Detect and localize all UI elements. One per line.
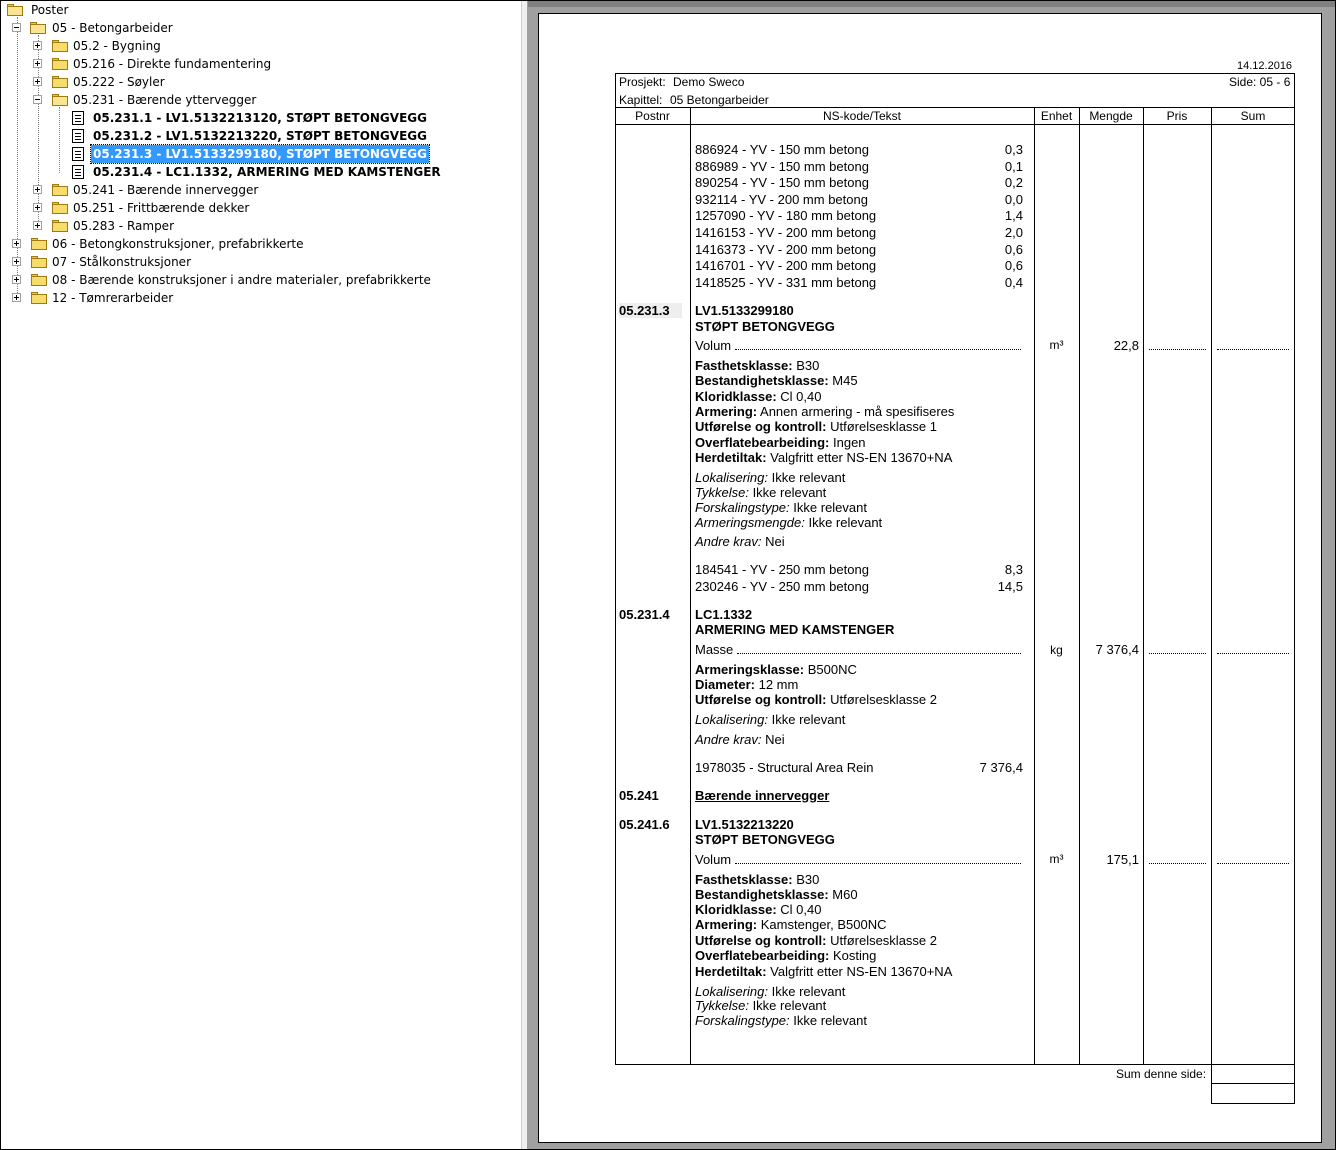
tree-label: 05 - Betongarbeider (52, 21, 173, 35)
open-folder-icon (30, 22, 46, 34)
post-qty: 175,1 (1106, 852, 1139, 867)
col-header-mengde: Mengde (1089, 109, 1133, 123)
page-sum-box (1211, 1064, 1295, 1084)
extra-line (695, 515, 882, 530)
line-item: 886924 - YV - 150 mm betong (695, 142, 869, 157)
extra-line (695, 998, 826, 1013)
text-fragment: Ikke relevant (793, 1013, 867, 1028)
text-fragment: Ikke relevant (752, 485, 827, 500)
text-fragment: Ingen (833, 435, 866, 450)
text-fragment: Valgfritt etter NS-EN 13670+NA (770, 450, 953, 465)
folder-icon (52, 220, 68, 232)
col-divider (1034, 107, 1035, 1065)
document-icon (72, 111, 84, 125)
text-fragment: Kloridklasse: (695, 902, 777, 917)
line-qty: 0,0 (1004, 192, 1023, 207)
text-fragment: Utførelsesklasse 1 (830, 419, 937, 434)
tree-label: 05.283 - Ramper (73, 219, 174, 233)
text-fragment: Valgfritt etter NS-EN 13670+NA (770, 964, 953, 979)
prop-line (695, 948, 876, 963)
folder-icon (52, 76, 68, 88)
post-number: 05.231.3 (619, 303, 682, 318)
tree-label: 08 - Bærende konstruksjoner i andre materialer, prefabrikkerte (52, 273, 431, 287)
folder-icon (52, 202, 68, 214)
project-name: Demo Sweco (673, 75, 745, 89)
col-header-postnr: Postnr (635, 109, 670, 123)
col-divider (1211, 107, 1212, 1065)
chapter-name: 05 Betongarbeider (670, 93, 769, 107)
text-fragment: M45 (832, 373, 858, 388)
line-qty: 0,6 (1004, 242, 1023, 257)
line-item: 230246 - YV - 250 mm betong (695, 579, 869, 594)
text-fragment: Utførelse og kontroll: (695, 419, 827, 434)
text-fragment: Annen armering - må spesifiseres (760, 404, 955, 419)
price-field (1149, 349, 1206, 350)
prop-line (695, 389, 821, 404)
poster-tree[interactable] (1, 1, 521, 1149)
text-fragment: Nei (765, 534, 785, 549)
text-fragment: Bestandighetsklasse: (695, 373, 829, 388)
prop-line (695, 902, 821, 917)
text-fragment: Ikke relevant (771, 712, 846, 727)
post-number: 05.241.6 (619, 817, 670, 832)
line-item: 890254 - YV - 150 mm betong (695, 175, 869, 190)
text-fragment: Andre krav: (695, 732, 762, 747)
post-number: 05.231.4 (619, 607, 670, 622)
expand-icon[interactable] (33, 77, 42, 86)
line-item: 1416373 - YV - 200 mm betong (695, 242, 877, 257)
text-fragment: Armeringsklasse: (695, 662, 805, 677)
post-unit: kg (1050, 643, 1063, 657)
line-qty: 8,3 (1004, 562, 1023, 577)
prop-line (695, 887, 858, 902)
expand-icon[interactable] (33, 59, 42, 68)
prop-line (695, 358, 819, 373)
document-icon (72, 147, 84, 161)
text-fragment: Ikke relevant (793, 500, 867, 515)
line-qty: 0,6 (1004, 258, 1023, 273)
text-fragment: Overflatebearbeiding: (695, 435, 830, 450)
folder-icon (31, 238, 47, 250)
line-item: 1257090 - YV - 180 mm betong (695, 208, 877, 223)
col-header-sum: Sum (1240, 109, 1266, 123)
text-fragment: Kosting (833, 948, 877, 963)
extra-line (695, 732, 785, 747)
text-fragment: Armering: (695, 917, 758, 932)
tree-label: 05.241 - Bærende innervegger (73, 183, 259, 197)
text-fragment: Kloridklasse: (695, 389, 777, 404)
dot-leader (735, 349, 1021, 350)
expand-icon[interactable] (12, 257, 21, 266)
post-code: LC1.1332 (695, 607, 753, 622)
extra-line (695, 712, 845, 727)
text-fragment: M60 (832, 887, 858, 902)
prop-line (695, 677, 798, 692)
text-fragment: Lokalisering: (695, 470, 768, 485)
sum-field (1217, 863, 1289, 864)
collapse-icon[interactable] (12, 23, 21, 32)
dot-leader (735, 863, 1021, 864)
line-qty: 0,4 (1004, 275, 1023, 290)
expand-icon[interactable] (33, 41, 42, 50)
extra-line (695, 1013, 867, 1028)
prop-line (695, 435, 866, 450)
tree-label: 05.231.1 - LV1.5132213120, STØPT BETONGVEGG (93, 111, 427, 125)
prop-line (695, 692, 937, 707)
text-fragment: Tykkelse: (695, 485, 749, 500)
prop-line (695, 872, 819, 887)
sum-field (1217, 653, 1289, 654)
section-number: 05.241 (619, 788, 659, 803)
expand-icon[interactable] (33, 185, 42, 194)
tree-label: Poster (31, 3, 69, 17)
text-fragment: Ikke relevant (808, 515, 883, 530)
prop-line (695, 662, 857, 677)
post-qty: 7 376,4 (1095, 642, 1139, 657)
text-fragment: Andre krav: (695, 534, 762, 549)
text-fragment: Forskalingstype: (695, 1013, 790, 1028)
post-code: LV1.5132213220 (695, 817, 794, 832)
tree-label: 05.231.2 - LV1.5132213220, STØPT BETONGVEGG (93, 129, 427, 143)
post-title: STØPT BETONGVEGG (695, 319, 835, 334)
text-fragment: Diameter: (695, 677, 755, 692)
line-qty: 0,1 (1004, 159, 1023, 174)
line-qty: 7 376,4 (979, 760, 1023, 775)
tree-label: 05.216 - Direkte fundamentering (73, 57, 272, 71)
prop-line (695, 933, 937, 948)
line-qty: 0,3 (1004, 142, 1023, 157)
line-item: 1978035 - Structural Area Rein (695, 760, 874, 775)
expand-icon[interactable] (12, 293, 21, 302)
prop-line (695, 404, 954, 419)
prop-line (695, 964, 952, 979)
tree-label: 05.231.4 - LC1.1332, ARMERING MED KAMSTENGER (93, 165, 441, 179)
extra-line (695, 470, 845, 485)
page-sum-box-2 (1211, 1083, 1295, 1104)
text-fragment: 12 mm (758, 677, 799, 692)
page-number: Side: 05 - 6 (1229, 75, 1291, 89)
report-date: 14.12.2016 (1237, 60, 1293, 72)
text-fragment: B30 (796, 872, 820, 887)
sum-field (1217, 349, 1289, 350)
panel-splitter[interactable] (521, 1, 528, 1149)
tree-connector (59, 107, 60, 173)
col-divider (1079, 107, 1080, 1065)
line-item: 932114 - YV - 200 mm betong (695, 192, 868, 207)
folder-icon (52, 184, 68, 196)
extra-line (695, 500, 867, 515)
dot-leader (737, 653, 1021, 654)
folder-icon (31, 256, 47, 268)
line-item: 1416153 - YV - 200 mm betong (695, 225, 877, 240)
text-fragment: Cl 0,40 (780, 902, 822, 917)
text-fragment: Nei (765, 732, 785, 747)
line-item: 184541 - YV - 250 mm betong (695, 562, 869, 577)
prop-line (695, 373, 858, 388)
post-unit: m³ (1049, 852, 1064, 866)
expand-icon[interactable] (12, 275, 21, 284)
line-qty: 0,2 (1004, 175, 1023, 190)
price-field (1149, 863, 1206, 864)
document-icon (72, 129, 84, 143)
prop-line (695, 419, 937, 434)
page-sum-label: Sum denne side: (1116, 1067, 1207, 1081)
col-header-ns: NS-kode/Tekst (822, 109, 902, 123)
folder-icon (52, 40, 68, 52)
text-fragment: Utførelsesklasse 2 (830, 692, 937, 707)
text-fragment: Utførelse og kontroll: (695, 692, 827, 707)
chapter-label: Kapittel: (619, 93, 663, 107)
expand-icon[interactable] (12, 239, 21, 248)
text-fragment: Overflatebearbeiding: (695, 948, 830, 963)
line-item: 1416701 - YV - 200 mm betong (695, 258, 877, 273)
section-title: Bærende innervegger (695, 788, 830, 803)
extra-line (695, 534, 785, 549)
expand-icon[interactable] (33, 203, 42, 212)
post-title: STØPT BETONGVEGG (695, 832, 835, 847)
preview-top-border (528, 1, 1335, 7)
text-fragment: B30 (796, 358, 820, 373)
post-measure: Volum (695, 852, 732, 867)
text-fragment: Herdetiltak: (695, 450, 767, 465)
report-page (538, 13, 1322, 1143)
collapse-icon[interactable] (33, 95, 42, 104)
col-header-pris: Pris (1166, 109, 1188, 123)
text-fragment: B500NC (807, 662, 857, 677)
tree-label: 05.222 - Søyler (73, 75, 165, 89)
text-fragment: Lokalisering: (695, 984, 768, 999)
tree-label: 06 - Betongkonstruksjoner, prefabrikkerte (52, 237, 304, 251)
text-fragment: Tykkelse: (695, 998, 749, 1013)
text-fragment: Kamstenger, B500NC (760, 917, 887, 932)
open-folder-icon (52, 94, 68, 106)
extra-line (695, 984, 845, 999)
line-item: 886989 - YV - 150 mm betong (695, 159, 869, 174)
col-divider (690, 107, 691, 1065)
text-fragment: Fasthetsklasse: (695, 358, 793, 373)
tree-label: 05.251 - Frittbærende dekker (73, 201, 250, 215)
report-preview[interactable] (528, 1, 1335, 1149)
folder-icon (52, 58, 68, 70)
col-divider (1143, 107, 1144, 1065)
text-fragment: Utførelsesklasse 2 (830, 933, 937, 948)
text-fragment: Forskalingstype: (695, 500, 790, 515)
tree-label: 05.231 - Bærende yttervegger (73, 93, 257, 107)
post-qty: 22,8 (1113, 338, 1139, 353)
line-qty: 2,0 (1004, 225, 1023, 240)
text-fragment: Lokalisering: (695, 712, 768, 727)
tree-label: 05.2 - Bygning (73, 39, 161, 53)
text-fragment: Ikke relevant (752, 998, 827, 1013)
tree-label: 07 - Stålkonstruksjoner (52, 255, 192, 269)
folder-icon (31, 292, 47, 304)
col-header-enhet: Enhet (1040, 109, 1073, 123)
line-qty: 1,4 (1004, 208, 1023, 223)
text-fragment: Cl 0,40 (780, 389, 822, 404)
text-fragment: Ikke relevant (771, 984, 846, 999)
tree-label: 12 - Tømrerarbeider (52, 291, 174, 305)
line-item: 1418525 - YV - 331 mm betong (695, 275, 877, 290)
expand-icon[interactable] (33, 221, 42, 230)
prop-line (695, 450, 952, 465)
text-fragment: Fasthetsklasse: (695, 872, 793, 887)
line-qty: 14,5 (997, 579, 1023, 594)
tree-label-selected: 05.231.3 - LV1.5133299180, STØPT BETONGVEGG (93, 147, 427, 161)
price-field (1149, 653, 1206, 654)
project-label: Prosjekt: (619, 75, 666, 89)
table-header-line (615, 124, 1295, 125)
post-code: LV1.5133299180 (695, 303, 794, 318)
folder-icon (31, 274, 47, 286)
text-fragment: Ikke relevant (771, 470, 846, 485)
document-icon (72, 165, 84, 179)
post-measure: Masse (695, 642, 734, 657)
text-fragment: Armering: (695, 404, 758, 419)
extra-line (695, 485, 826, 500)
post-unit: m³ (1049, 338, 1064, 352)
post-title: ARMERING MED KAMSTENGER (695, 622, 895, 637)
open-folder-icon (7, 4, 23, 16)
text-fragment: Bestandighetsklasse: (695, 887, 829, 902)
prop-line (695, 917, 886, 932)
post-measure: Volum (695, 338, 732, 353)
text-fragment: Herdetiltak: (695, 964, 767, 979)
text-fragment: Utførelse og kontroll: (695, 933, 827, 948)
text-fragment: Armeringsmengde: (695, 515, 805, 530)
